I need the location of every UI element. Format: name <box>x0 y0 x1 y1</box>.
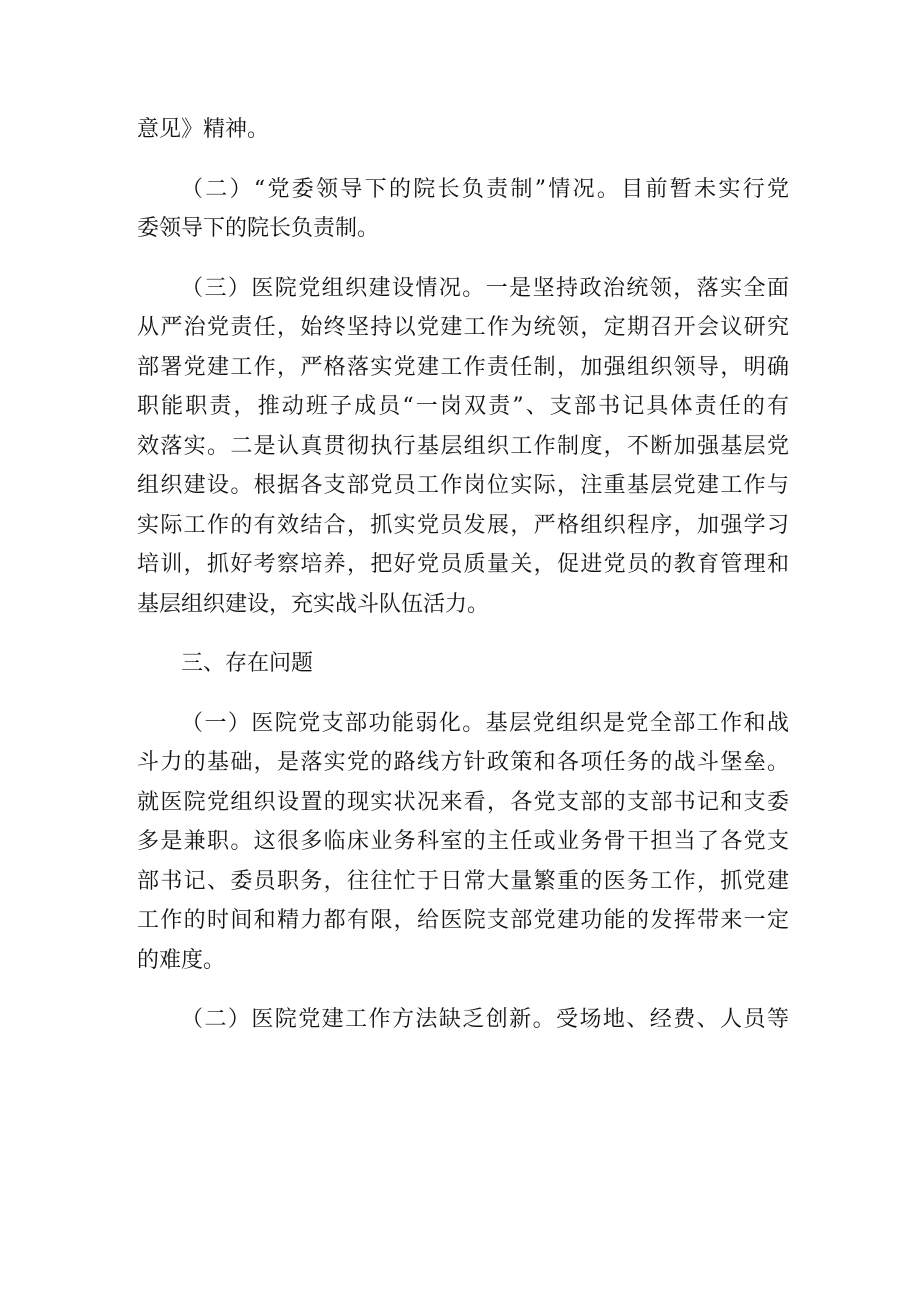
paragraph-section-3-1 <box>137 704 789 981</box>
paragraph-section-3-2 <box>137 1000 789 1040</box>
text-line: 意见》精神。 <box>137 117 270 142</box>
text-line: 多是兼职。这很多临床业务科室的主任或业务骨干担当了各党支 <box>137 829 789 854</box>
text-line: 基层组织建设，充实战斗队伍活力。 <box>137 591 490 617</box>
text-line: 效落实。二是认真贯彻执行基层组织工作制度，不断加强基层党 <box>137 433 789 459</box>
text-line: 的难度。 <box>137 947 226 973</box>
text-line: （二）“党委领导下的院长负责制”情况。目前暂未实行党 <box>181 176 789 202</box>
paragraph-gap <box>137 249 789 269</box>
section-heading-3 <box>137 644 789 684</box>
paragraph-gap <box>137 150 789 170</box>
paragraph-continuation <box>137 110 789 150</box>
text-line: （一）医院党支部功能弱化。基层党组织是党全部工作和战 <box>181 710 789 736</box>
text-line: 斗力的基础，是落实党的路线方针政策和各项任务的战斗堡垒。 <box>137 750 789 775</box>
text-line: 培训，抓好考察培养，把好党员质量关，促进党员的教育管理和 <box>137 552 789 577</box>
text-line: 实际工作的有效结合，抓实党员发展，严格组织程序，加强学习 <box>137 512 789 538</box>
text-line: 委领导下的院长负责制。 <box>137 216 380 241</box>
paragraph-gap <box>137 624 789 644</box>
text-line: 从严治党责任，始终坚持以党建工作为统领，定期召开会议研究 <box>137 315 789 340</box>
paragraph-gap <box>137 684 789 704</box>
text-line: 职能职责，推动班子成员“一岗双责”、支部书记具体责任的有 <box>137 394 789 419</box>
text-line: （二）医院党建工作方法缺乏创新。受场地、经费、人员等 <box>181 1007 789 1032</box>
document-body <box>137 110 789 1040</box>
text-line: 组织建设。根据各支部党员工作岗位实际，注重基层党建工作与 <box>137 473 789 498</box>
text-line: （三）医院党组织建设情况。一是坚持政治统领，落实全面 <box>181 275 789 301</box>
paragraph-section-2-3 <box>137 269 789 625</box>
text-line: 部书记、委员职务，往往忙于日常大量繁重的医务工作，抓党建 <box>137 868 789 894</box>
text-line: 工作的时间和精力都有限，给医院支部党建功能的发挥带来一定 <box>137 908 789 933</box>
section-heading: 三、存在问题 <box>181 651 314 676</box>
text-line: 部署党建工作，严格落实党建工作责任制，加强组织领导，明确 <box>137 354 789 380</box>
text-line: 就医院党组织设置的现实状况来看，各党支部的支部书记和支委 <box>137 789 789 815</box>
paragraph-section-2-2 <box>137 170 789 249</box>
paragraph-gap <box>137 980 789 1000</box>
